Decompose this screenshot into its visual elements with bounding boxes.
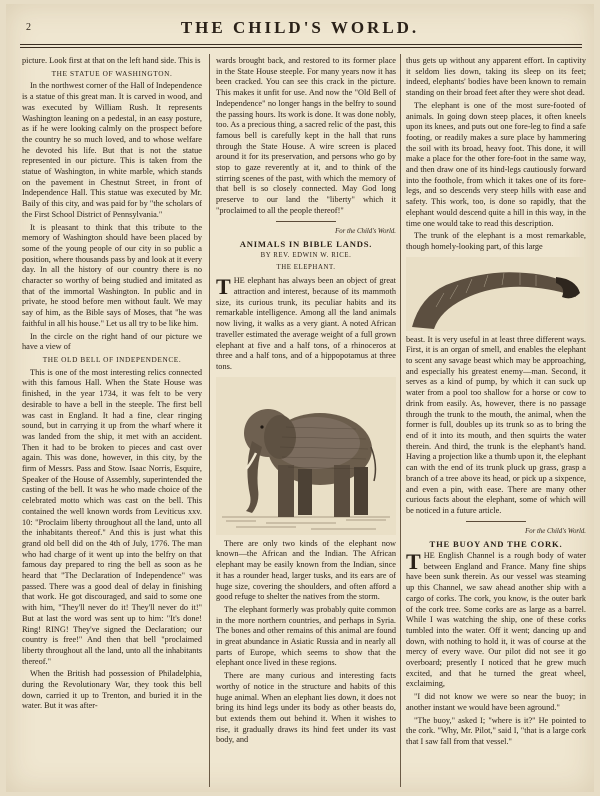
paragraph: picture. Look first at that on the left hand side. This is	[22, 56, 201, 65]
page-title: THE CHILD'S WORLD.	[180, 18, 420, 37]
paragraph: There are only two kinds of the elephant now known—the African and the Indian. The African elephant may be easily known from the Indian, since it has a rounder head, larger tusks, and its ears are of huge size, covering the shoulders, and often afford a good refuge to shelter the natives from the storm.	[216, 538, 396, 602]
paragraph: In the northwest corner of the Hall of Independence is a statue of this great man. It is carved in wood, and was executed by William Rush. It represents Washington leaning on a pedestal, in an easy posture, as if he were looking calmly on the prospect before the country he so much loved, and to whose welfare he devoted his life. But that is not the statue represented in our picture. This is taken from the statue of Washington, in white marble, which stands on the pavement in Chestnut Street, in front of Independence Hall. This statue was executed by Mr. Baily of this city, and was paid for by "the scholars of the First School District of Pennsylvania."	[22, 81, 202, 219]
paragraph: In the circle on the right hand of our picture we have a view of	[22, 331, 202, 352]
column-divider-left	[209, 54, 210, 787]
dropcap-paragraph	[406, 551, 586, 690]
column-3	[406, 56, 586, 750]
paragraph: This is one of the most interesting relics connected with this famous Hall. When the State House was finished, in the year 1734, it was felt to be very desirable to have a bell in the steeple. The first bell was cast in England. It had a fine, clear ringing sound, but in carrying it up from the wharf where it was landed from the ship, it met with an accident. Then it had to be broken to pieces and cast over again. This was done, however, in this city, by the firm of Messrs. Pass and Stow. Isaac Norris, Esquire, Speaker of the House of Assembly, superintended the casting of the bell. It was he who made choice of the celebrated motto which was cast on the bell. This contained the well known words from Leviticus xxv. 10: "Proclaim liberty throughout all the land, unto all the inhabitants thereof." And this is just what this grand old bell did on the 4th of July, 1776. The man who had charge of it went up into the belfry on that famous day prepared to ring the bell as soon as he heard that "The Declaration of Independence" was passed. There was a good deal of delay in finishing that work. He got discouraged, and said to some one with him, "They'll never do it! They'll never do it!" But at last the word was sent up to him: "It's done! Ring! RING! They've signed the Declaration; our country is free!" And then that bell "proclaimed liberty throughout all the land, unto all the inhabitants thereof."	[22, 367, 202, 666]
section-heading-bell: THE OLD BELL OF INDEPENDENCE.	[42, 354, 182, 364]
trunk-illustration	[406, 257, 584, 331]
article-author: BY REV. EDWIN W. RICE.	[260, 251, 352, 259]
column-divider-right	[400, 54, 401, 787]
article-title-buoy: THE BUOY AND THE CORK.	[429, 539, 563, 550]
source-line: For the Child's World.	[335, 227, 396, 235]
paragraph: The trunk of the elephant is a most remarkable, though homely-looking part, of this large	[406, 231, 586, 251]
drop-cap: T	[216, 274, 231, 300]
section-heading-statue: THE STATUE OF WASHINGTON.	[51, 68, 173, 78]
source-line: For the Child's World.	[525, 527, 586, 535]
column-2	[216, 56, 396, 748]
article-separator	[276, 221, 336, 223]
elephant-illustration	[216, 377, 396, 535]
article-subhead: THE ELEPHANT.	[276, 263, 336, 271]
paragraph: The elephant formerly was probably quite common in the more northern countries, and perhaps in Syria. The bones and other remains of this animal are found in great abundance in Asiatic Russia and in nearly all parts of Europe, which seems to show that the elephant once lived in these regions.	[216, 604, 396, 668]
header-rule-thin	[20, 47, 582, 48]
paragraph: The elephant is one of the most sure-footed of animals. In going down steep places, it often kneels upon its knees, and puts out one fore-leg to find a safe footing, or readily makes a sure place by hammering the soil with its broad, heavy foot. This done, it will make a place for the other fore-foot in the same way, and then draw one of its hind-legs cautiously forward into the foothole, from which it takes one of its fore-legs, and so descends very steep hills with ease and safety. This work, too, is done so rapidly, that the elephant would descend quite a hill in this way, in the time one would take to read this description.	[406, 100, 586, 228]
paragraph: HE English Channel is a rough body of water between England and France. Many fine ships have been sunk therein. As our vessel was steaming up this Channel, we saw ahead another ship with a cargo of corks. The cork, you know, is the outer bark of the cork tree. Some corks are as large as a barrel. While I was watching the ship, one of these corks tumbled into the water. Off it went; dancing up and down, with nothing to hold it, it was of course at the mercy of every wave. Our pilot did not see it go overboard; presently I noticed that he grew much excited, and that he turned the great wheel, exclaiming,	[406, 551, 586, 689]
article-title-animals: ANIMALS IN BIBLE LANDS.	[239, 239, 373, 250]
paragraph: It is pleasant to think that this tribute to the memory of Washington should have been placed by some of the young people of our city in so public a position, where thousands pass by and look at it every day. In all the history of our country there is no character so worthy of being studied and imitated as that of the immortal Washington. In public and in private, he stood before men without fault. We may say of him, as the Bible says of Moses, that "he was faithful in all his house." Let us all try to be like him.	[22, 222, 202, 328]
dropcap-paragraph	[216, 276, 396, 372]
paragraph: HE elephant has always been an object of great attraction and interest, because of its mammoth size, its curious trunk, its peculiar habits and its remarkable intelligence. Among all the land animals now living, it walks as a very giant. A noted African traveller estimated the average weight of a full grown elephant at five and a half tons, of a rhinoceros at three and a half tons, and of a hippopotamus at three tons.	[216, 276, 396, 371]
paragraph: "The buoy," asked I; "where is it?" He pointed to the cork. "Why, Mr. Pilot," said I, "that is a large cork that I saw fall from that vessel."	[406, 715, 586, 746]
paragraph: There are many curious and interesting facts worthy of notice in the structure and habits of this huge animal. When an elephant lies down, it does not bring its hind legs under its body as other beasts do, but extends them out behind it. When it wishes to rise, it gradually draws its hind feet under its vast body, and	[216, 671, 396, 745]
paragraph: thus gets up without any apparent effort. In captivity it seldom lies down, taking its sleep on its feet; indeed, elephants' bodies have been known to remain standing on their broad feet after they were shot dead.	[406, 56, 586, 98]
header-rule	[20, 44, 582, 45]
drop-cap: T	[406, 549, 421, 575]
paragraph: "I did not know we were so near the buoy; in another instant we would have been aground."	[406, 692, 586, 712]
newspaper-page	[6, 4, 594, 792]
paragraph: wards brought back, and restored to its former place in the State House steeple. For many years now it has been cracked. You can see this crack in the picture. This makes it unfit for use. And now the "Old Bell of Independence" no longer hangs in the belfry to sound the passing hours. Its work is done. It was done nobly, too. As a precious thing, a sacred relic of the past, this famous bell is carefully kept in the hall that runs through the State House. A wire screen is placed around it for its preservation, and persons who go by stop to gaze reverently at it, and to think of the stirring scenes of the past, with which the memory of that bell is so closely connected. May God long preserve to our land the "liberty" which it "proclaimed to all the people thereof!"	[216, 56, 396, 215]
article-separator	[466, 521, 526, 523]
paragraph: beast. It is very useful in at least three different ways. First, it is an organ of smell, and enables the elephant to scent any savage beast which may be approaching, and especially his greatest enemy—man. Second, it serves as a kind of pump, by which it can suck up water from a pool too shallow for a horse or cow to drink from easily. As, however, there is no passage through the trunk to the mouth, the animal, when the former is full, doubles up its trunk so as to bring the end of it into its mouth, and then squirts the water therein. And third, the trunk is the elephant's hand. Having a projection like a thumb upon it, the elephant can with the end of its trunk pluck up grass, grasp a branch of a tree above its head, or pick up a sixpence, and even a pin, with ease. There are many other curious facts about the elephant, some of which will be noticed in a future article.	[406, 334, 586, 515]
paragraph: When the British had possession of Philadelphia, during the Revolutionary War, they took this bell down, carried it up to Trenton, and buried it in the water. But it was after-	[22, 669, 202, 711]
page-number: 2	[26, 22, 31, 33]
column-1	[22, 56, 202, 714]
page-header	[6, 14, 594, 40]
